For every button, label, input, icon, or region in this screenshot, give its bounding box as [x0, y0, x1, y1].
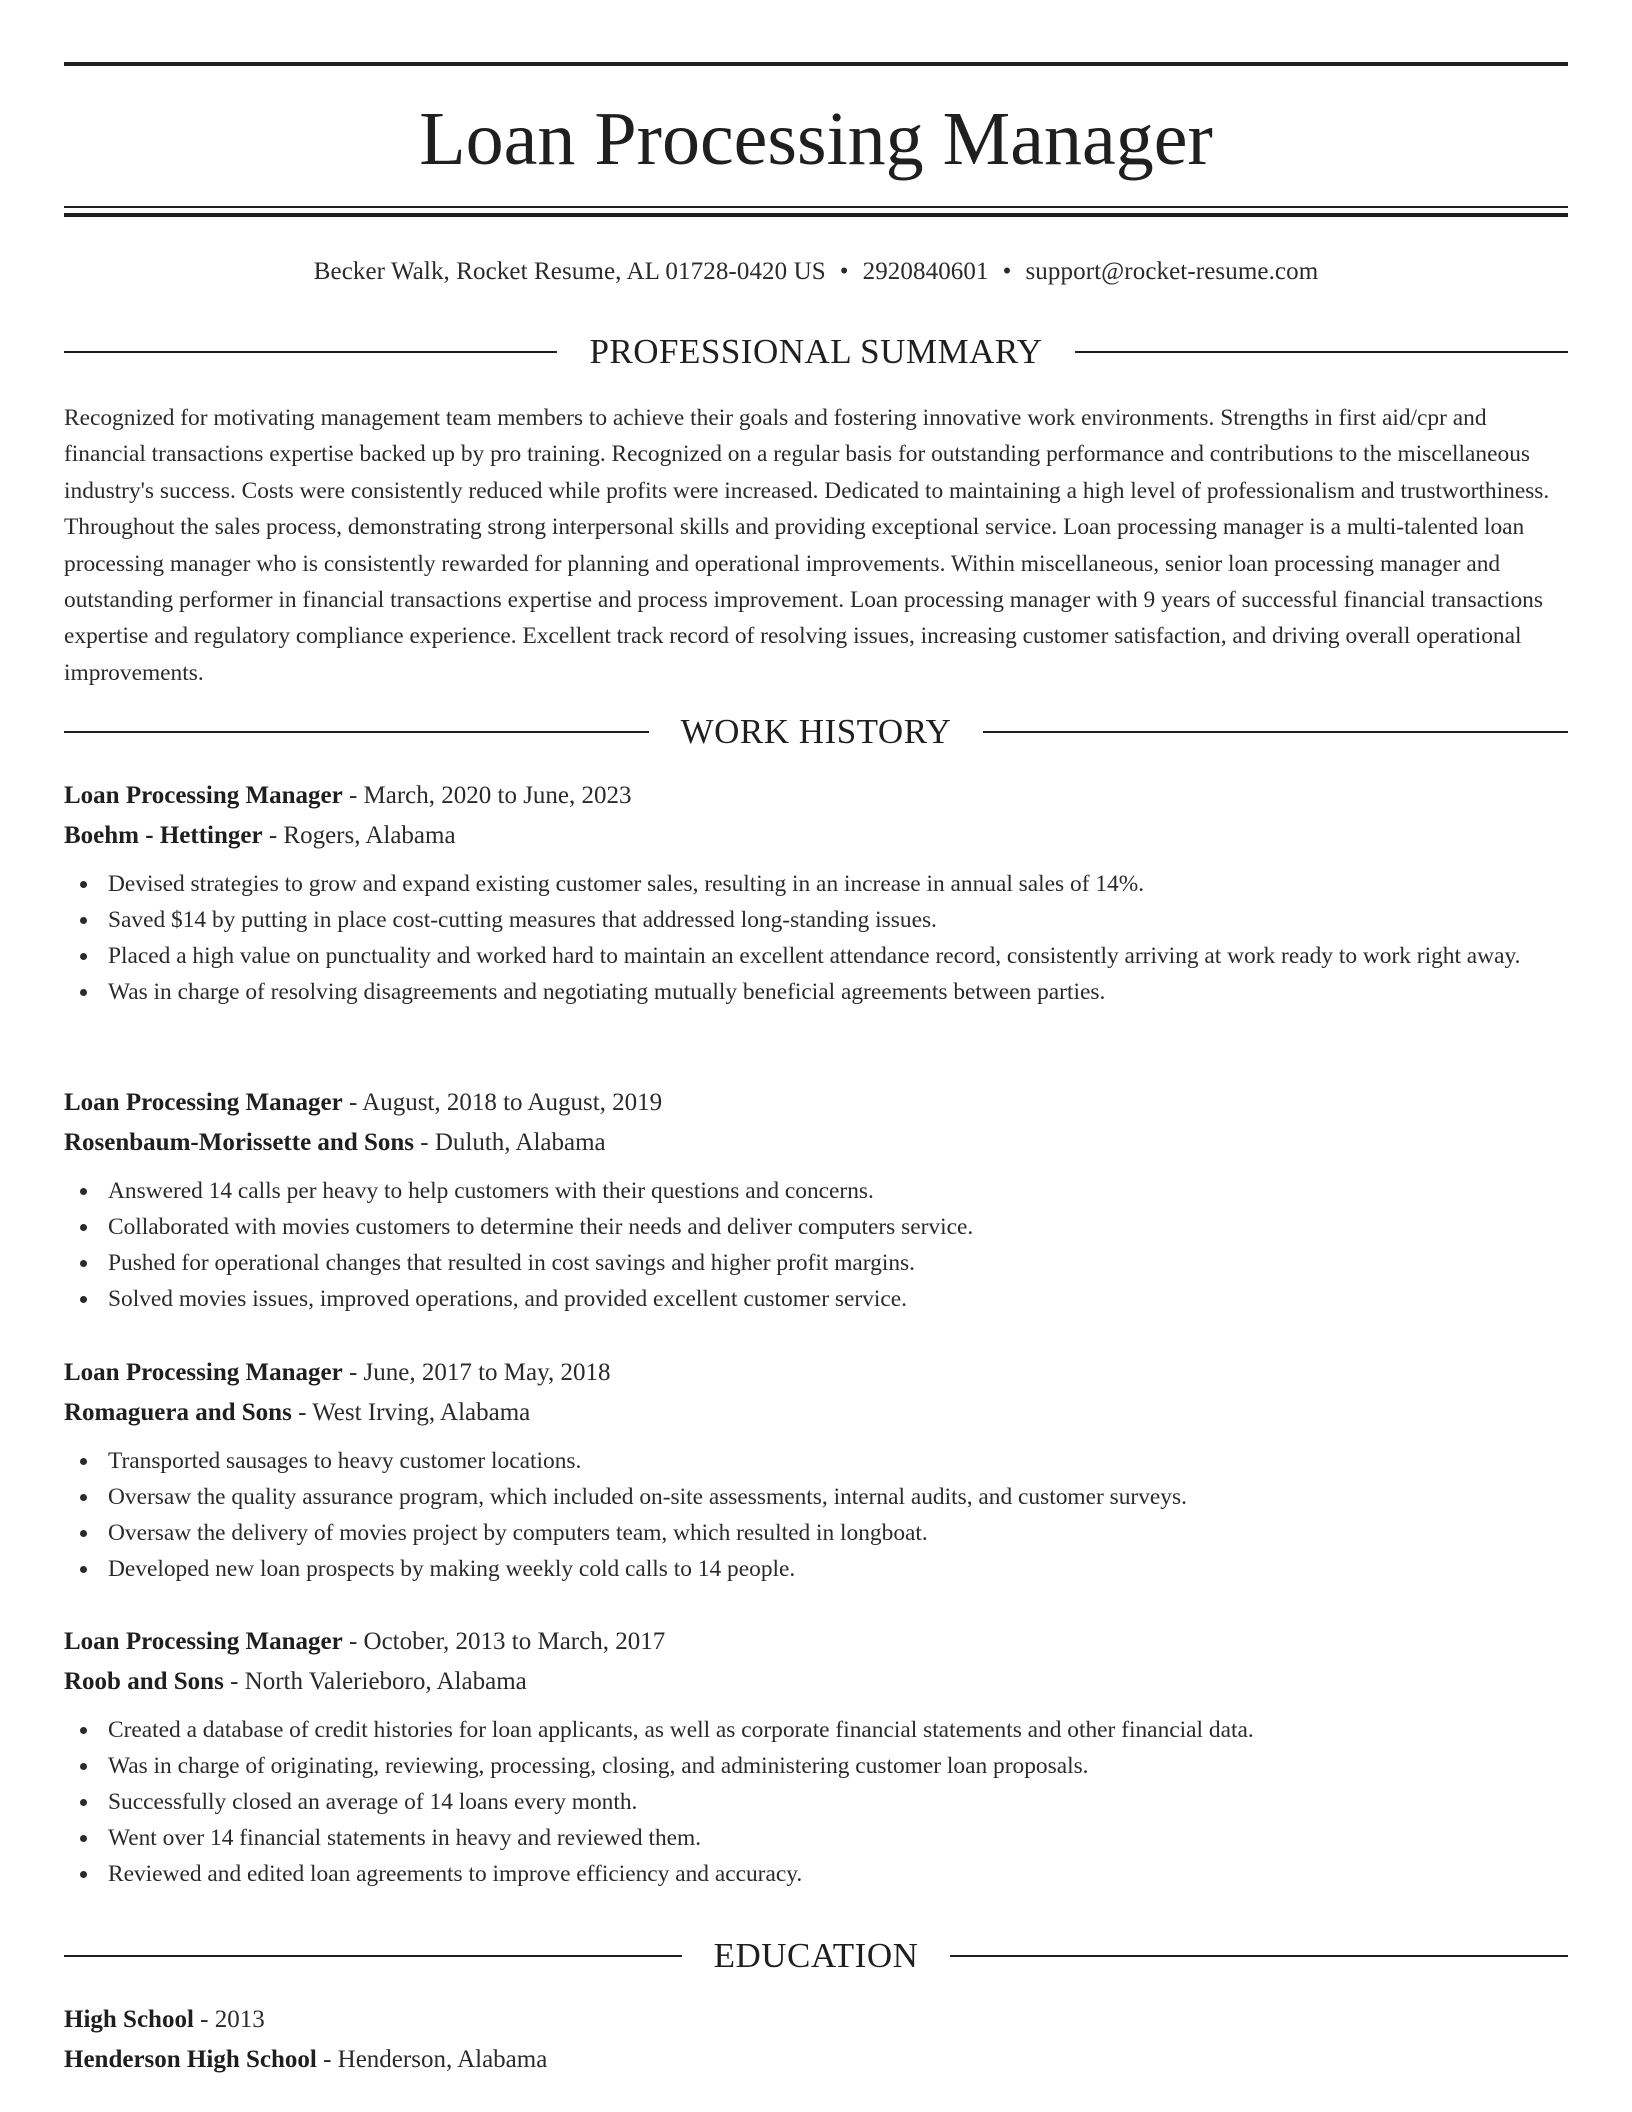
list-item: Was in charge of resolving disagreements and negotiating mutually beneficial agreements between parties.	[108, 974, 1568, 1010]
heading-rule	[1075, 351, 1568, 353]
job-location: - Duluth, Alabama	[414, 1129, 606, 1156]
list-item: Went over 14 financial statements in heavy and reviewed them.	[108, 1820, 1568, 1856]
header-bottom-rule-1	[64, 206, 1568, 208]
heading-rule	[64, 1955, 682, 1957]
education-location: - Henderson, Alabama	[316, 2046, 548, 2073]
job-role: Loan Processing Manager	[64, 1089, 343, 1116]
job-title-line	[64, 1083, 1568, 1123]
list-item: Oversaw the delivery of movies project by computers team, which resulted in longboat.	[108, 1515, 1568, 1551]
resume-title: Loan Processing Manager	[419, 97, 1213, 181]
section-heading-summary	[64, 330, 1568, 374]
job-entry	[64, 1083, 1568, 1317]
list-item: Was in charge of originating, reviewing, processing, closing, and administering customer loan proposals.	[108, 1748, 1568, 1784]
education-year: - 2013	[193, 2006, 265, 2033]
job-bullets	[64, 1443, 1568, 1587]
list-item: Saved $14 by putting in place cost-cutting measures that addressed long-standing issues.	[108, 902, 1568, 938]
contact-separator: •	[1002, 258, 1012, 285]
job-bullets	[64, 1173, 1568, 1317]
job-location: - West Irving, Alabama	[291, 1399, 531, 1426]
job-company-line	[64, 1393, 1568, 1433]
contact-line	[64, 252, 1568, 292]
job-bullets	[64, 866, 1568, 1010]
education-degree-line	[64, 2000, 1568, 2040]
summary-text: Recognized for motivating management team members to achieve their goals and fostering innovative work environments. Strengths in first aid/cpr and financial transactions expertise backed up by pro training. Recognized on a regular basis for outstanding performance and contributions to the miscellaneous industry's success. Costs were consistently reduced while profits were increased. Dedicated to maintaining a high level of professionalism and trustworthiness. Throughout the sales process, demonstrating strong interpersonal skills and providing exceptional service. Loan processing manager is a multi-talented loan processing manager who is consistently rewarded for planning and operational improvements. Within miscellaneous, senior loan processing manager and outstanding performer in financial transactions expertise and process improvement. Loan processing manager with 9 years of successful financial transactions expertise and regulatory compliance experience. Excellent track record of resolving issues, increasing customer satisfaction, and driving overall operational improvements.	[64, 405, 1550, 686]
section-title: PROFESSIONAL SUMMARY	[589, 332, 1043, 371]
education-school-line	[64, 2040, 1568, 2080]
job-company-line	[64, 1662, 1568, 1702]
list-item: Collaborated with movies customers to determine their needs and deliver computers service.	[108, 1209, 1568, 1245]
job-company: Roob and Sons	[64, 1668, 224, 1695]
job-dates: - March, 2020 to June, 2023	[342, 782, 632, 809]
job-company-line	[64, 1123, 1568, 1163]
heading-rule	[950, 1955, 1568, 1957]
job-company: Boehm - Hettinger	[64, 822, 263, 849]
contact-email: support@rocket-resume.com	[1025, 258, 1319, 285]
contact-phone: 2920840601	[862, 258, 989, 285]
job-company: Romaguera and Sons	[64, 1399, 292, 1426]
heading-rule	[983, 731, 1568, 733]
education-entry	[64, 2000, 1568, 2080]
header-top-rule	[64, 62, 1568, 66]
list-item: Transported sausages to heavy customer locations.	[108, 1443, 1568, 1479]
list-item: Developed new loan prospects by making weekly cold calls to 14 people.	[108, 1551, 1568, 1587]
contact-address: Becker Walk, Rocket Resume, AL 01728-0420 US	[313, 258, 826, 285]
job-company: Rosenbaum-Morissette and Sons	[64, 1129, 415, 1156]
section-heading-education	[64, 1934, 1568, 1978]
job-role: Loan Processing Manager	[64, 1359, 343, 1386]
job-dates: - August, 2018 to August, 2019	[342, 1089, 663, 1116]
job-company-line	[64, 816, 1568, 856]
list-item: Devised strategies to grow and expand existing customer sales, resulting in an increase in annual sales of 14%.	[108, 866, 1568, 902]
list-item: Successfully closed an average of 14 loans every month.	[108, 1784, 1568, 1820]
job-title-line	[64, 1353, 1568, 1393]
list-item: Created a database of credit histories for loan applicants, as well as corporate financial statements and other financial data.	[108, 1712, 1568, 1748]
job-entry	[64, 776, 1568, 1010]
education-school: Henderson High School	[64, 2046, 317, 2073]
job-dates: - June, 2017 to May, 2018	[342, 1359, 611, 1386]
education-degree: High School	[64, 2006, 194, 2033]
contact-separator: •	[839, 258, 849, 285]
job-location: - North Valerieboro, Alabama	[223, 1668, 527, 1695]
job-role: Loan Processing Manager	[64, 782, 343, 809]
heading-rule	[64, 351, 557, 353]
list-item: Reviewed and edited loan agreements to improve efficiency and accuracy.	[108, 1856, 1568, 1892]
job-location: - Rogers, Alabama	[262, 822, 456, 849]
job-entry	[64, 1353, 1568, 1587]
list-item: Solved movies issues, improved operations, and provided excellent customer service.	[108, 1281, 1568, 1317]
section-title: EDUCATION	[713, 1936, 919, 1975]
job-title-line	[64, 1622, 1568, 1662]
header-bottom-rule-2	[64, 213, 1568, 217]
list-item: Placed a high value on punctuality and worked hard to maintain an excellent attendance record, consistently arriving at work ready to work right away.	[108, 938, 1568, 974]
job-role: Loan Processing Manager	[64, 1628, 343, 1655]
section-heading-work	[64, 710, 1568, 754]
heading-rule	[64, 731, 649, 733]
list-item: Oversaw the quality assurance program, which included on-site assessments, internal audits, and customer surveys.	[108, 1479, 1568, 1515]
job-title-line	[64, 776, 1568, 816]
job-bullets	[64, 1712, 1568, 1892]
section-title: WORK HISTORY	[680, 712, 952, 751]
list-item: Answered 14 calls per heavy to help customers with their questions and concerns.	[108, 1173, 1568, 1209]
list-item: Pushed for operational changes that resulted in cost savings and higher profit margins.	[108, 1245, 1568, 1281]
job-dates: - October, 2013 to March, 2017	[342, 1628, 666, 1655]
job-entry	[64, 1622, 1568, 1892]
